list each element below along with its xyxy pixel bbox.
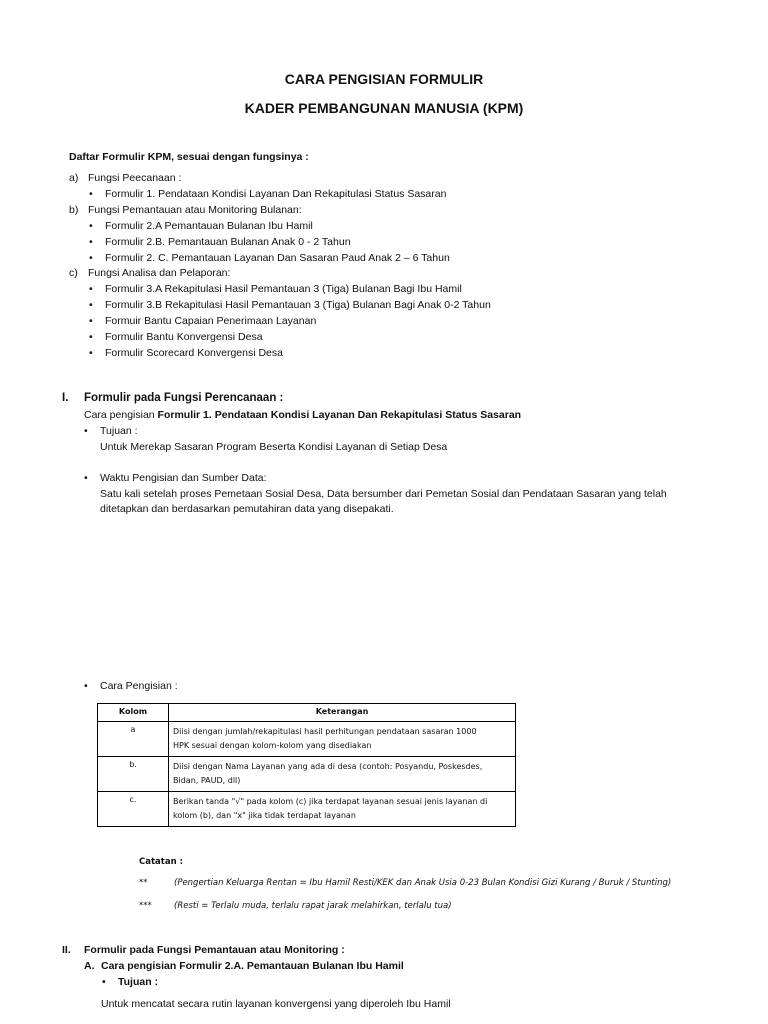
table-cell-kolom: c.	[98, 792, 169, 827]
group-a-item-1: • Formulir 1. Pendataan Kondisi Layanan Dan Rekapitulasi Status Sasaran	[105, 188, 446, 200]
section-2-number: II.	[62, 944, 71, 956]
tujuan-text: Untuk Merekap Sasaran Program Beserta Kondisi Layanan di Setiap Desa	[100, 441, 448, 453]
catatan-note-2: (Resti = Terlalu muda, terlalu rapat jarak melahirkan, terlalu tua)	[174, 901, 452, 911]
catatan-mark-2: ***	[139, 901, 152, 911]
section-1-subheading	[84, 409, 521, 421]
section-2-tujuan-label: • Tujuan :	[118, 976, 158, 988]
section-2-subheading: Cara pengisian Formulir 2.A. Pemantauan Bulanan Ibu Hamil	[101, 960, 404, 972]
section-1-number: I.	[62, 392, 69, 404]
section-2-heading: Formulir pada Fungsi Pemantauan atau Monitoring :	[84, 944, 345, 956]
group-a-marker: a)	[69, 172, 79, 184]
group-b-label: Fungsi Pemantauan atau Monitoring Bulanan:	[88, 204, 302, 216]
group-c-label: Fungsi Analisa dan Pelaporan:	[88, 267, 231, 279]
waktu-text-line1: Satu kali setelah proses Pemetaan Sosial Desa, Data bersumber dari Pemetan Sosial dan Pendataan Sasaran yang telah	[100, 488, 667, 500]
table-cell-keterangan: Diisi dengan Nama Layanan yang ada di desa (contoh: Posyandu, Poskesdes, Bidan, PAUD, dll)	[169, 757, 516, 792]
table-row	[98, 792, 516, 827]
section-1-heading: Formulir pada Fungsi Perencanaan :	[84, 392, 284, 404]
group-b-item-3: • Formulir 2. C. Pemantauan Layanan Dan Sasaran Paud Anak 2 – 6 Tahun	[105, 252, 450, 264]
group-b-item-2: • Formulir 2.B. Pemantauan Bulanan Anak 0 - 2 Tahun	[105, 236, 351, 248]
group-c-marker: c)	[69, 267, 78, 279]
section-1-sub-prefix: Cara pengisian	[84, 409, 158, 421]
catatan-note-1: (Pengertian Keluarga Rentan = Ibu Hamil Resti/KEK dan Anak Usia 0-23 Bulan Kondisi Gizi Kurang / Buruk / Stunting)	[174, 878, 672, 888]
section-2-tujuan-text: Untuk mencatat secara rutin layanan konvergensi yang diperoleh Ibu Hamil	[101, 998, 451, 1010]
catatan-mark-1: **	[139, 878, 148, 888]
group-b-marker: b)	[69, 204, 79, 216]
intro-text: Daftar Formulir KPM, sesuai dengan fungsinya :	[69, 151, 309, 163]
group-a-label: Fungsi Peecanaan :	[88, 172, 182, 184]
tujuan-label: • Tujuan :	[100, 425, 138, 437]
document-subtitle: KADER PEMBANGUNAN MANUSIA (KPM)	[244, 100, 524, 116]
group-c-item-4: • Formulir Bantu Konvergensi Desa	[105, 331, 263, 343]
keterangan-table	[97, 703, 516, 827]
catatan-label: Catatan :	[139, 857, 183, 867]
group-c-item-1: • Formulir 3.A Rekapitulasi Hasil Pemantauan 3 (Tiga) Bulanan Bagi Ibu Hamil	[105, 283, 462, 295]
group-c-item-3: • Formuir Bantu Capaian Penerimaan Layanan	[105, 315, 316, 327]
group-c-item-2: • Formulir 3.B Rekapitulasi Hasil Pemantauan 3 (Tiga) Bulanan Bagi Anak 0-2 Tahun	[105, 299, 491, 311]
document-title: CARA PENGISIAN FORMULIR	[284, 71, 484, 87]
table-row	[98, 722, 516, 757]
section-1-sub-bold: Formulir 1. Pendataan Kondisi Layanan Dan Rekapitulasi Status Sasaran	[157, 409, 522, 421]
table-cell-keterangan: Berikan tanda "√" pada kolom (c) jika terdapat layanan sesuai jenis layanan di kolom (b), dan "x" jika tidak terdapat layanan	[169, 792, 516, 827]
table-header-keterangan: Keterangan	[169, 704, 516, 722]
waktu-label: • Waktu Pengisian dan Sumber Data:	[100, 472, 267, 484]
cara-pengisian-label: • Cara Pengisian :	[100, 680, 178, 692]
waktu-text-line2: ditetapkan dan berdasarkan pemutahiran data yang disepakati.	[100, 503, 394, 515]
table-cell-kolom: a	[98, 722, 169, 757]
group-c-item-5: • Formulir Scorecard Konvergensi Desa	[105, 347, 283, 359]
table-row	[98, 757, 516, 792]
group-b-item-1: • Formulir 2.A Pemantauan Bulanan Ibu Hamil	[105, 220, 313, 232]
table-header-kolom: Kolom	[98, 704, 169, 722]
section-2-sub-marker: A.	[84, 960, 95, 972]
table-header-row	[98, 704, 516, 722]
table-cell-keterangan: Diisi dengan jumlah/rekapitulasi hasil perhitungan pendataan sasaran 1000 HPK sesuai dengan kolom-kolom yang disediakan	[169, 722, 516, 757]
table-cell-kolom: b.	[98, 757, 169, 792]
